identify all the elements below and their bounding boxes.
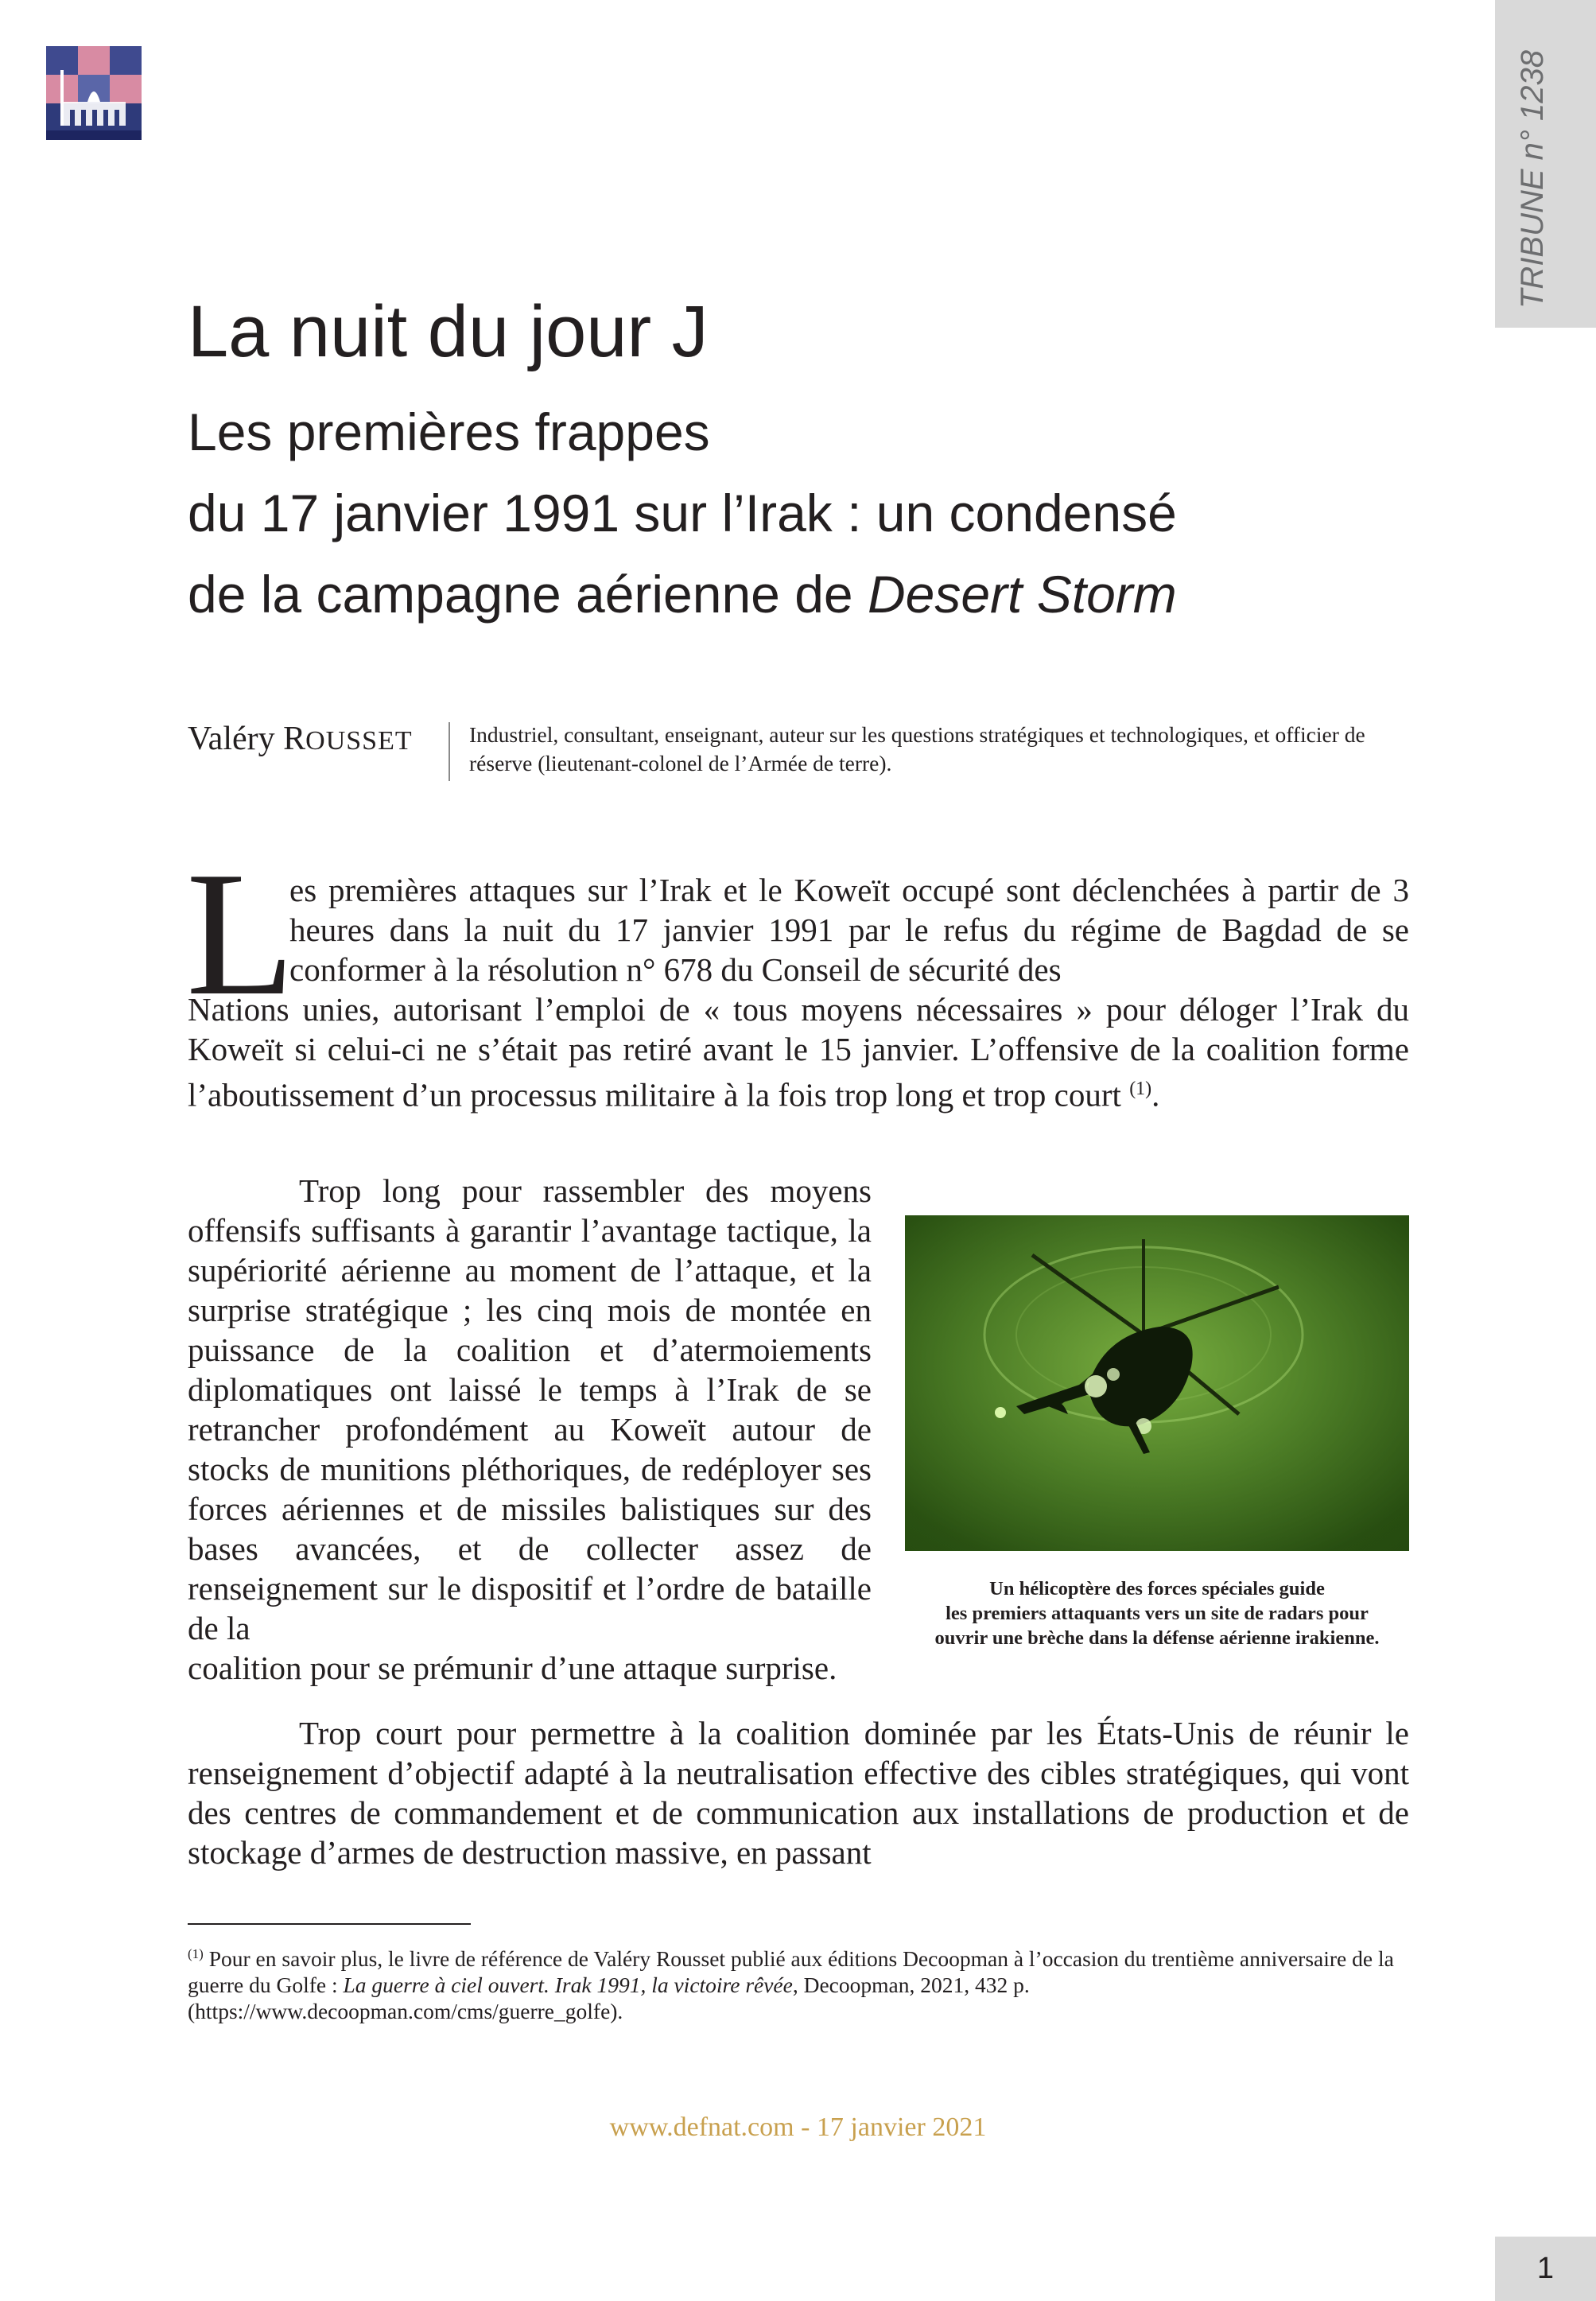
- subtitle-line: Les premières frappes: [188, 402, 710, 461]
- paragraph-1-start: es premières attaques sur l’Irak et le Koweït occupé sont déclenchées à partir de 3 heures dans la nuit du 17 janvier 1991 par le refus du régime de Bagdad de se conformer à la résolution n° 678 du Conseil de sécurité des: [289, 872, 1409, 988]
- tribune-number: TRIBUNE n° 1238: [1515, 49, 1550, 309]
- caption-line: Un hélicoptère des forces spéciales guide: [989, 1578, 1325, 1599]
- footnote-reference[interactable]: (1): [1129, 1079, 1152, 1099]
- footnote-marker: (1): [188, 1946, 204, 1961]
- footnote-text: Pour en savoir plus, le livre de référence de Valéry Rousset publié aux éditions Decoopman à l’occasion du trentième anniversaire de la guerre du Golfe :: [188, 1946, 1394, 1998]
- subtitle-italic: Desert Storm: [867, 565, 1177, 624]
- paragraph-1-rest: [188, 989, 1409, 1115]
- author-name: [188, 719, 413, 761]
- school-building-logo-icon: [46, 46, 142, 140]
- footnote-divider: [188, 1923, 471, 1925]
- footnote-book-title: La guerre à ciel ouvert. Irak 1991, la victoire rêvée: [343, 1973, 793, 1998]
- author-first-name: Valéry: [188, 721, 284, 757]
- subtitle-line: [188, 554, 1177, 635]
- footnote: [188, 1941, 1409, 2024]
- article-subtitle: [188, 391, 1177, 635]
- paragraph-3: Trop court pour permettre à la coalition dominée par les États-Unis de réunir le renseignement d’objectif adapté à la neutralisation effective des cibles stratégiques, qui vont des centres de commandement et de communication aux installations de production et de stockage d’armes de destruction massive, en passant: [188, 1715, 1409, 1871]
- subtitle-line: du 17 janvier 1991 sur l’Irak : un condensé: [188, 484, 1177, 542]
- footer-url-date[interactable]: www.defnat.com - 17 janvier 2021: [609, 2112, 987, 2142]
- paragraph-1-end: .: [1151, 1076, 1160, 1114]
- subtitle-line-start: de la campagne aérienne de: [188, 565, 868, 624]
- drop-cap: L: [186, 835, 295, 1032]
- paragraph-2: Trop long pour rassembler des moyens offensifs suffisants à garantir l’avantage tactique, la supériorité aérienne au moment de l’attaque, et la surprise stratégique ; les cinq mois de montée en puissance de la coalition et d’atermoiements diplomatiques ont laissé le temps à l’Irak de se retrancher profondément au Koweït autour de stocks de munitions pléthoriques, de redéployer ses forces aériennes et de missiles balistiques sur des bases avancées, et de collecter assez de renseignement sur le dispositif et l’ordre de bataille de la: [188, 1172, 872, 1646]
- paragraph-2-tail: coalition pour se prémunir d’une attaque surprise.: [188, 1650, 837, 1686]
- caption-line: ouvrir une brèche dans la défense aérienne irakienne.: [934, 1627, 1380, 1649]
- author-bio: Industriel, consultant, enseignant, auteur sur les questions stratégiques et technologiques, et officier de réserve (lieutenant-colonel de l’Armée de terre).: [469, 722, 1365, 775]
- author-last-name-rest: OUSSET: [305, 726, 413, 756]
- caption-line: les premiers attaquants vers un site de radars pour: [946, 1603, 1369, 1624]
- helicopter-night-vision-photo: [905, 1215, 1409, 1551]
- author-divider: [449, 722, 450, 781]
- page-number: 1: [1495, 2237, 1596, 2301]
- footnote-details[interactable]: , Decoopman, 2021, 432 p. (https://www.decoopman.com/cms/guerre_golfe).: [188, 1973, 1030, 2024]
- paragraph-1-text: Nations unies, autorisant l’emploi de « tous moyens nécessaires » pour déloger l’Irak du Koweït si celui-ci ne s’était pas retiré avant le 15 janvier. L’offensive de la coalition forme l’aboutissement d’un processus militaire à la fois trop long et trop court: [188, 991, 1409, 1114]
- figure-caption: [899, 1576, 1415, 1650]
- article-title: La nuit du jour J: [188, 291, 709, 372]
- author-last-name-initial: R: [283, 721, 306, 757]
